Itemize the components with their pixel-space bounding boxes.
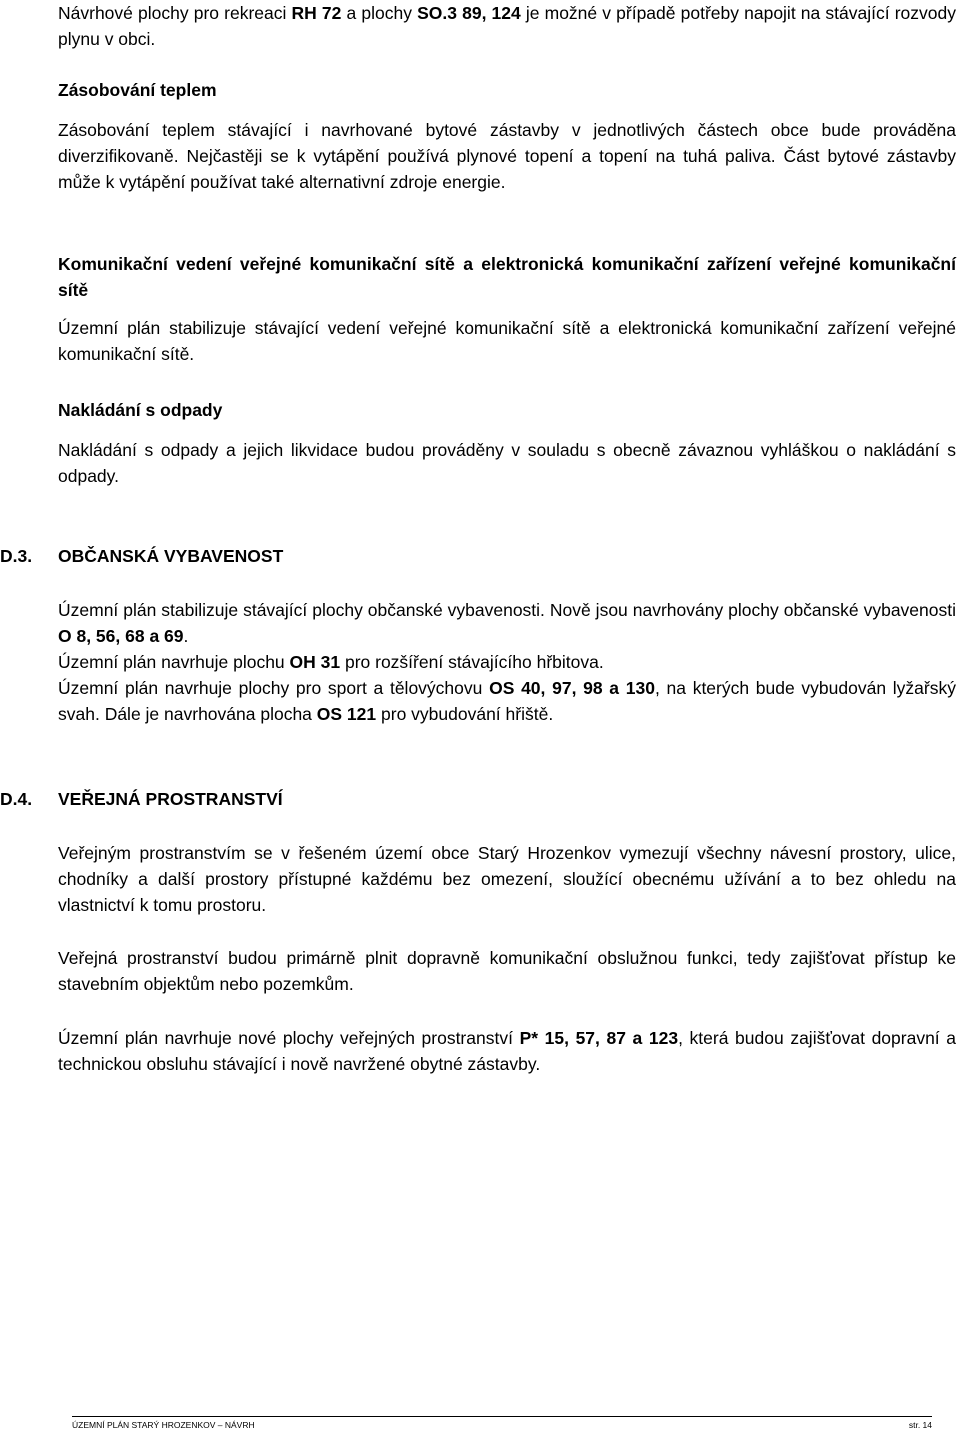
waste-paragraph: Nakládání s odpady a jejich likvidace budou prováděny v souladu s obecně závaznou vyhláškou o nakládání s odpady. xyxy=(58,440,956,486)
d3-line-2 xyxy=(58,649,956,675)
d3-line-3 xyxy=(58,675,956,727)
d4-paragraph-1: Veřejným prostranstvím se v řešeném území obce Starý Hrozenkov vymezují všechny návesní prostory, ulice, chodníky a další prostory přístupné každému bez omezení, sloužící obecnému užívání a to bez ohledu na vlastnictví k tomu prostoru. xyxy=(58,843,956,915)
text-span: Návrhové plochy pro rekreaci xyxy=(58,3,292,23)
text-span: . xyxy=(183,626,189,646)
waste-heading: Nakládání s odpady xyxy=(58,400,223,420)
area-code: O 8, 56, 68 a 69 xyxy=(58,626,184,646)
comm-heading: Komunikační vedení veřejné komunikační sítě a elektronická komunikační zařízení veřejné komunikační sítě xyxy=(58,254,956,300)
footer-title: ÚZEMNÍ PLÁN STARÝ HROZENKOV – NÁVRH xyxy=(72,1420,255,1430)
text-span: je možné v případě potřeby napojit na stávající rozvody plynu v obci. xyxy=(58,3,956,49)
area-code: SO.3 89, 124 xyxy=(417,3,521,23)
text-span: Územní plán navrhuje plochu xyxy=(58,652,290,672)
area-code: OS 40, 97, 98 a 130 xyxy=(489,678,655,698)
d4-paragraph-3 xyxy=(58,1025,956,1077)
gas-paragraph xyxy=(58,0,956,52)
comm-paragraph: Územní plán stabilizuje stávající vedení veřejné komunikační sítě a elektronická komunikační zařízení veřejné komunikační sítě. xyxy=(58,318,956,364)
text-span: a plochy xyxy=(341,3,418,23)
text-span: , na kterých bude vybudován lyžařský svah. Dále je navrhována plocha xyxy=(58,678,956,724)
text-span: pro vybudování hřiště. xyxy=(376,704,554,724)
d3-body xyxy=(58,597,956,727)
page-footer xyxy=(72,1416,932,1430)
heat-heading: Zásobování teplem xyxy=(58,80,217,100)
text-span: Územní plán stabilizuje stávající plochy občanské vybavenosti. Nově jsou navrhovány plochy občanské vybavenosti xyxy=(58,600,956,620)
d3-line-1 xyxy=(58,597,956,649)
text-span: pro rozšíření stávajícího hřbitova. xyxy=(340,652,604,672)
section-number: D.4. xyxy=(0,789,33,809)
text-span: Územní plán navrhuje nové plochy veřejných prostranství xyxy=(58,1028,520,1048)
text-span: , která budou zajišťovat dopravní a technickou obsluhu stávající i nově navržené obytné zástavby. xyxy=(58,1028,956,1074)
section-number: D.3. xyxy=(0,546,33,566)
area-code: OH 31 xyxy=(289,652,341,672)
section-title: VEŘEJNÁ PROSTRANSTVÍ xyxy=(58,789,283,809)
heat-paragraph: Zásobování teplem stávající i navrhované bytové zástavby v jednotlivých částech obce bude prováděna diverzifikovaně. Nejčastěji se k vytápění používá plynové topení a topení na tuhá paliva. Část bytové zástavby může k vytápění používat také alternativní zdroje energie. xyxy=(58,120,956,192)
d4-paragraph-2: Veřejná prostranství budou primárně plnit dopravně komunikační obslužnou funkci, tedy zajišťovat přístup ke stavebním objektům nebo pozemkům. xyxy=(58,948,956,994)
section-title: OBČANSKÁ VYBAVENOST xyxy=(58,546,284,566)
area-code: P* 15, 57, 87 a 123 xyxy=(519,1028,679,1048)
area-code: RH 72 xyxy=(291,3,342,23)
area-code: OS 121 xyxy=(316,704,377,724)
text-span: Územní plán navrhuje plochy pro sport a tělovýchovu xyxy=(58,678,490,698)
page-number: str. 14 xyxy=(908,1420,932,1430)
